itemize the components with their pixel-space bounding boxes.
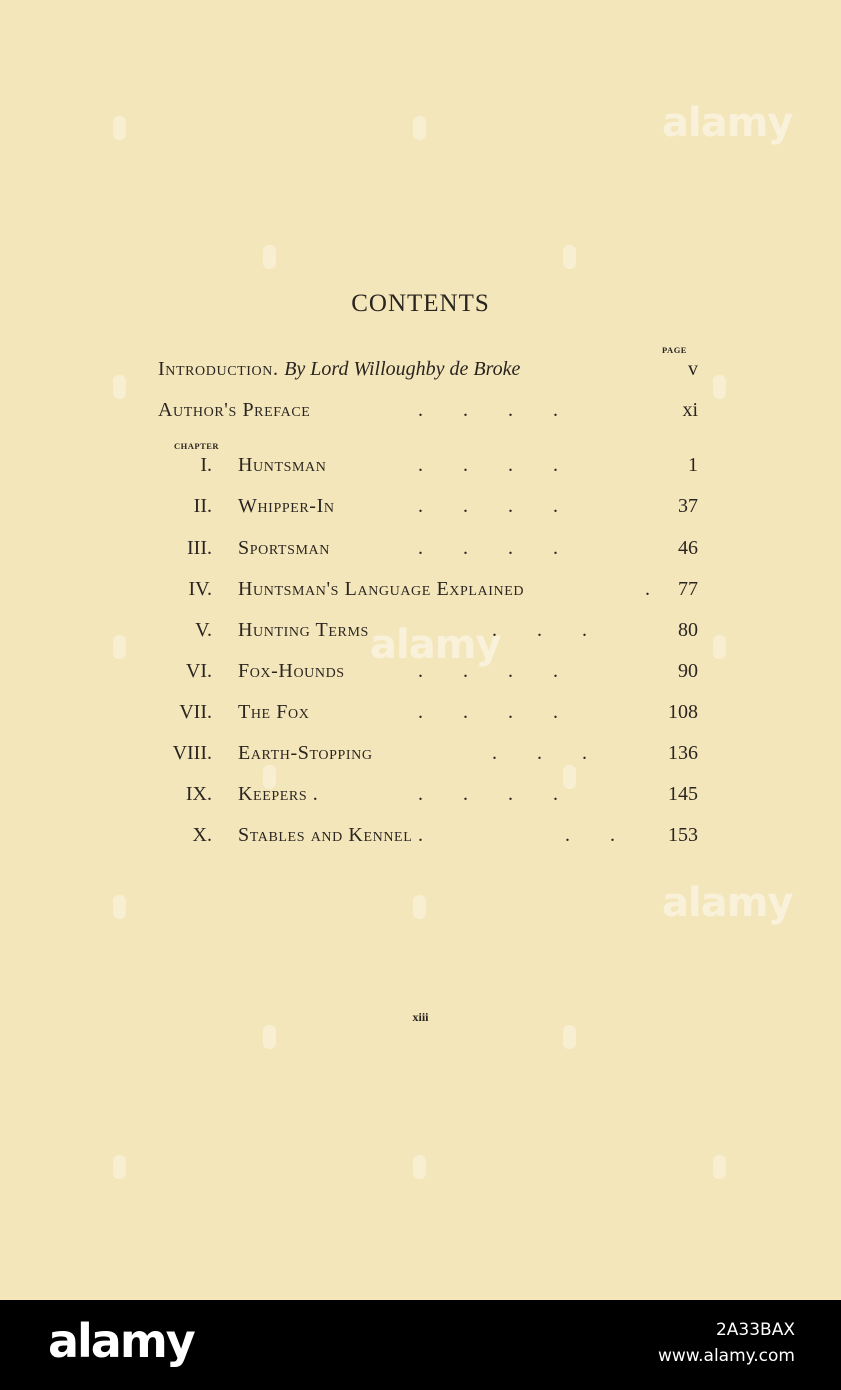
chapter-title: The Fox xyxy=(238,701,310,723)
stock-footer-bar xyxy=(0,1300,841,1390)
chapter-page: 145 xyxy=(668,783,698,805)
toc-chapter-row xyxy=(150,742,698,772)
watermark-dot xyxy=(113,895,126,919)
chapter-number: I. xyxy=(200,454,212,476)
toc-leader-dots: . . xyxy=(565,824,615,846)
toc-chapter-row xyxy=(150,619,698,649)
watermark-text: alamy xyxy=(662,880,793,926)
watermark-dot xyxy=(713,1155,726,1179)
watermark-dot xyxy=(413,1155,426,1179)
watermark-dot xyxy=(413,895,426,919)
watermark-dot xyxy=(113,1155,126,1179)
footer-url: www.alamy.com xyxy=(657,1346,795,1366)
watermark-text: alamy xyxy=(370,622,501,668)
chapter-column-label: CHAPTER xyxy=(174,441,220,451)
watermark-dot xyxy=(113,375,126,399)
toc-entry-byline: By Lord Willoughby de Broke xyxy=(284,358,521,380)
toc-entry-page: xi xyxy=(682,399,698,421)
watermark-dot xyxy=(263,245,276,269)
chapter-page: 153 xyxy=(668,824,698,846)
toc-entry-preface xyxy=(150,399,698,429)
toc-entry-page: v xyxy=(688,358,698,380)
watermark-dot xyxy=(713,375,726,399)
toc-leader-dots: . . . . xyxy=(418,537,558,559)
toc-chapter-row xyxy=(150,824,698,854)
toc-leader-dots: . . . . xyxy=(418,701,558,723)
watermark-dot xyxy=(413,116,426,140)
toc-entry-title xyxy=(158,358,520,381)
chapter-page: 80 xyxy=(678,619,698,641)
chapter-title: Keepers . xyxy=(238,783,319,805)
toc-chapter-row xyxy=(150,454,698,484)
chapter-number: II. xyxy=(193,495,212,517)
chapter-title: Huntsman xyxy=(238,454,327,476)
toc-entry-title: Author's Preface xyxy=(158,399,311,421)
chapter-title: Whipper-In xyxy=(238,495,335,517)
chapter-number: VII. xyxy=(179,701,212,723)
toc-chapter-row xyxy=(150,537,698,567)
watermark-dot xyxy=(263,1025,276,1049)
toc-leader-dots: . . . xyxy=(492,742,587,764)
chapter-number: III. xyxy=(187,537,212,559)
chapter-number: IX. xyxy=(185,783,212,805)
toc-leader-dots: . . . . xyxy=(418,399,558,421)
chapter-number: IV. xyxy=(188,578,212,600)
chapter-title: Sportsman xyxy=(238,537,330,559)
chapter-page: 37 xyxy=(678,495,698,517)
watermark-text: alamy xyxy=(662,100,793,146)
watermark-dot xyxy=(713,635,726,659)
chapter-title: Earth-Stopping xyxy=(238,742,373,764)
watermark-dot xyxy=(113,635,126,659)
toc-leader-dots: . . . xyxy=(492,619,587,641)
toc-leader-dots: . . . . xyxy=(418,454,558,476)
chapter-title: Fox-Hounds xyxy=(238,660,345,682)
page-folio: xiii xyxy=(412,1010,429,1024)
toc-entry-label: Introduction. xyxy=(158,358,279,380)
toc-chapter-row xyxy=(150,701,698,731)
chapter-number: VI. xyxy=(185,660,212,682)
chapter-title: Hunting Terms xyxy=(238,619,369,641)
toc-leader-dots: . . . . xyxy=(418,783,558,805)
page-column-label: PAGE xyxy=(662,345,687,355)
chapter-page: 77 xyxy=(678,578,698,600)
toc-chapter-row xyxy=(150,578,698,608)
chapter-number: VIII. xyxy=(172,742,212,764)
chapter-number: X. xyxy=(192,824,212,846)
chapter-page: 108 xyxy=(668,701,698,723)
chapter-title: Stables and Kennel . xyxy=(238,824,424,846)
toc-chapter-row xyxy=(150,783,698,813)
toc-chapter-row xyxy=(150,495,698,525)
image-id: 2A33BAX xyxy=(715,1320,795,1340)
chapter-number: V. xyxy=(195,619,212,641)
toc-leader-dots: . xyxy=(645,578,650,600)
watermark-dot xyxy=(113,116,126,140)
toc-chapter-row xyxy=(150,660,698,690)
alamy-logo: alamy xyxy=(48,1314,194,1368)
watermark-dot xyxy=(563,245,576,269)
chapter-title: Huntsman's Language Explained xyxy=(238,578,525,600)
chapter-page: 1 xyxy=(688,454,698,476)
toc-leader-dots: . . . . xyxy=(418,495,558,517)
chapter-page: 136 xyxy=(668,742,698,764)
chapter-page: 90 xyxy=(678,660,698,682)
watermark-dot xyxy=(563,1025,576,1049)
chapter-page: 46 xyxy=(678,537,698,559)
toc-leader-dots: . . . . xyxy=(418,660,558,682)
toc-entry-introduction xyxy=(150,358,698,388)
contents-heading: CONTENTS xyxy=(351,290,490,317)
